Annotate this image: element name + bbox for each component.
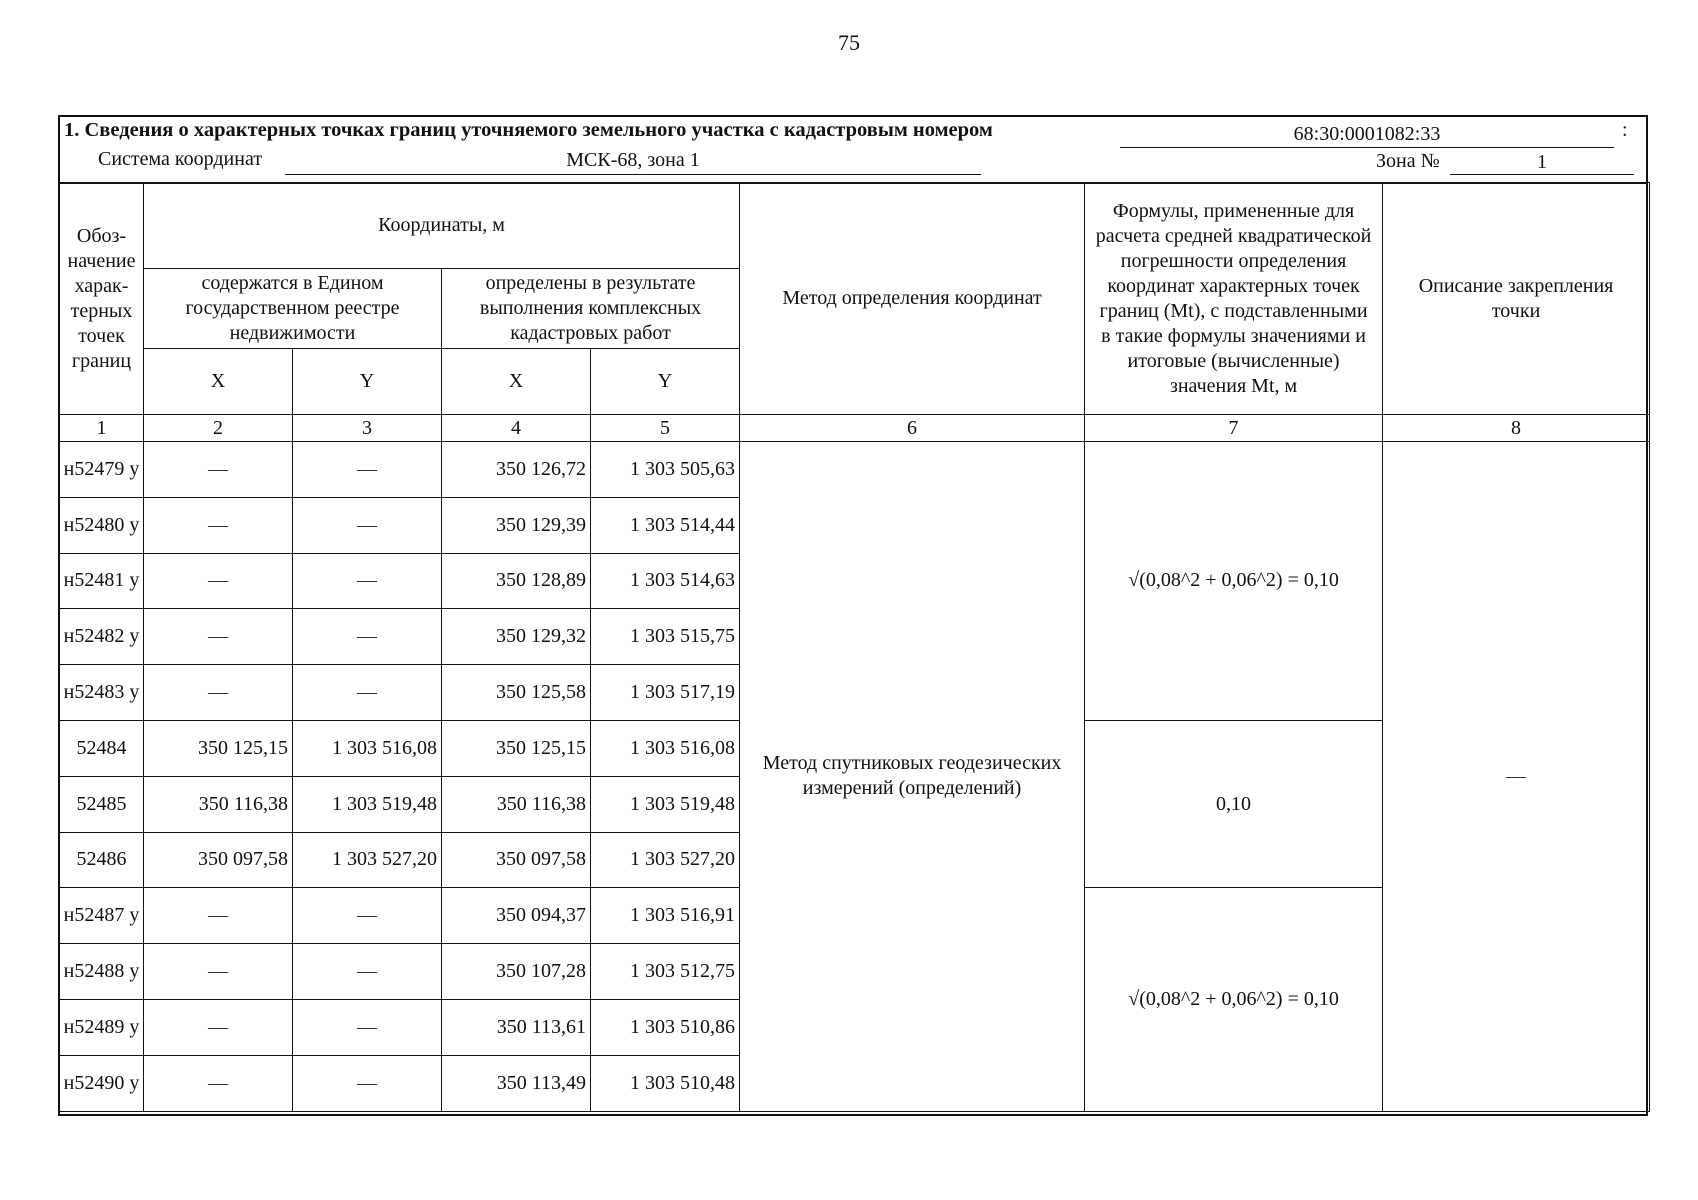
zone-value: 1 [1450,148,1634,175]
x-registry-cell: — [144,442,293,498]
y-new-cell: 1 303 514,44 [591,497,740,553]
table-row [60,442,1650,498]
y-new-cell: 1 303 527,20 [591,832,740,888]
y-new-cell: 1 303 516,08 [591,720,740,776]
y-new-cell: 1 303 519,48 [591,776,740,832]
x-registry-cell: — [144,553,293,609]
y-registry-cell: — [293,944,442,1000]
point-designation: н52487 у [60,888,144,944]
x-new-cell: 350 125,58 [442,665,591,721]
x-new-cell: 350 126,72 [442,442,591,498]
y-registry-cell: — [293,888,442,944]
point-designation: н52479 у [60,442,144,498]
point-designation: 52486 [60,832,144,888]
x-new-cell: 350 107,28 [442,944,591,1000]
x-new-cell: 350 129,39 [442,497,591,553]
x-registry-cell: — [144,944,293,1000]
x-registry-cell: 350 125,15 [144,720,293,776]
x-new-cell: 350 129,32 [442,609,591,665]
x-registry-cell: 350 116,38 [144,776,293,832]
page-number: 75 [838,30,860,55]
header-determined: определены в результате выполнения комплексных кадастровых работ [442,269,740,349]
column-index: 2 [144,415,293,442]
header-method: Метод определения координат [740,183,1085,415]
section-title: 1. Сведения о характерных точках границ уточняемого земельного участка с кадастровым номером [64,119,993,141]
formula-value: √(0,08^2 + 0,06^2) = 0,10 [1085,888,1383,1111]
x-new-cell: 350 116,38 [442,776,591,832]
y-registry-cell: 1 303 527,20 [293,832,442,888]
y-new-cell: 1 303 512,75 [591,944,740,1000]
x-registry-cell: — [144,665,293,721]
column-index-row [60,415,1650,442]
zone-label: Зона № [1376,150,1440,172]
coordinates-table-frame [58,115,1648,1116]
y-new-cell: 1 303 505,63 [591,442,740,498]
x-new-cell: 350 113,61 [442,999,591,1055]
x-registry-cell: — [144,999,293,1055]
point-designation: н52480 у [60,497,144,553]
y-registry-cell: — [293,553,442,609]
x-new-cell: 350 125,15 [442,720,591,776]
header-x-registry: X [144,349,293,415]
point-designation: н52490 у [60,1055,144,1111]
column-index: 8 [1383,415,1650,442]
x-new-cell: 350 097,58 [442,832,591,888]
method-value: Метод спутниковых геодезических измерений (определений) [740,442,1085,1112]
x-registry-cell: — [144,1055,293,1111]
point-designation: 52485 [60,776,144,832]
x-new-cell: 350 128,89 [442,553,591,609]
y-registry-cell: — [293,609,442,665]
point-designation: 52484 [60,720,144,776]
point-designation: н52489 у [60,999,144,1055]
y-new-cell: 1 303 514,63 [591,553,740,609]
header-formulas: Формулы, примененные для расчета средней квадратической погрешности определения координат характерных точек границ (Mt), с подставленными в такие формулы значениями и итоговые (вычисленные) значения Mt, м [1085,183,1383,415]
y-new-cell: 1 303 510,86 [591,999,740,1055]
header-description: Описание закрепления точки [1383,183,1650,415]
point-designation: н52482 у [60,609,144,665]
x-registry-cell: — [144,497,293,553]
header-y-determined: Y [591,349,740,415]
coordinates-table [59,182,1650,1112]
header-x-determined: X [442,349,591,415]
y-registry-cell: — [293,1055,442,1111]
header-in-registry: содержатся в Едином государственном реестре недвижимости [144,269,442,349]
cadastral-number: 68:30:0001082:33 [1120,121,1614,148]
x-registry-cell: 350 097,58 [144,832,293,888]
description-value: — [1383,442,1650,1112]
title-colon: : [1622,119,1628,141]
y-new-cell: 1 303 516,91 [591,888,740,944]
table-header-block [60,117,1646,184]
y-registry-cell: — [293,497,442,553]
y-new-cell: 1 303 510,48 [591,1055,740,1111]
coord-system-value: МСК-68, зона 1 [285,148,981,175]
formula-value: √(0,08^2 + 0,06^2) = 0,10 [1085,442,1383,721]
y-new-cell: 1 303 515,75 [591,609,740,665]
point-designation: н52488 у [60,944,144,1000]
y-registry-cell: 1 303 516,08 [293,720,442,776]
column-index: 4 [442,415,591,442]
column-index: 1 [60,415,144,442]
header-y-registry: Y [293,349,442,415]
column-index: 5 [591,415,740,442]
column-index: 6 [740,415,1085,442]
y-new-cell: 1 303 517,19 [591,665,740,721]
coord-system-label: Система координат [98,148,263,170]
header-designation: Обоз-начение харак-терных точек границ [60,183,144,415]
x-registry-cell: — [144,609,293,665]
column-index: 3 [293,415,442,442]
header-coordinates: Координаты, м [144,183,740,269]
x-new-cell: 350 113,49 [442,1055,591,1111]
x-registry-cell: — [144,888,293,944]
y-registry-cell: — [293,999,442,1055]
y-registry-cell: — [293,665,442,721]
point-designation: н52483 у [60,665,144,721]
formula-value: 0,10 [1085,720,1383,887]
x-new-cell: 350 094,37 [442,888,591,944]
column-index: 7 [1085,415,1383,442]
point-designation: н52481 у [60,553,144,609]
y-registry-cell: 1 303 519,48 [293,776,442,832]
y-registry-cell: — [293,442,442,498]
